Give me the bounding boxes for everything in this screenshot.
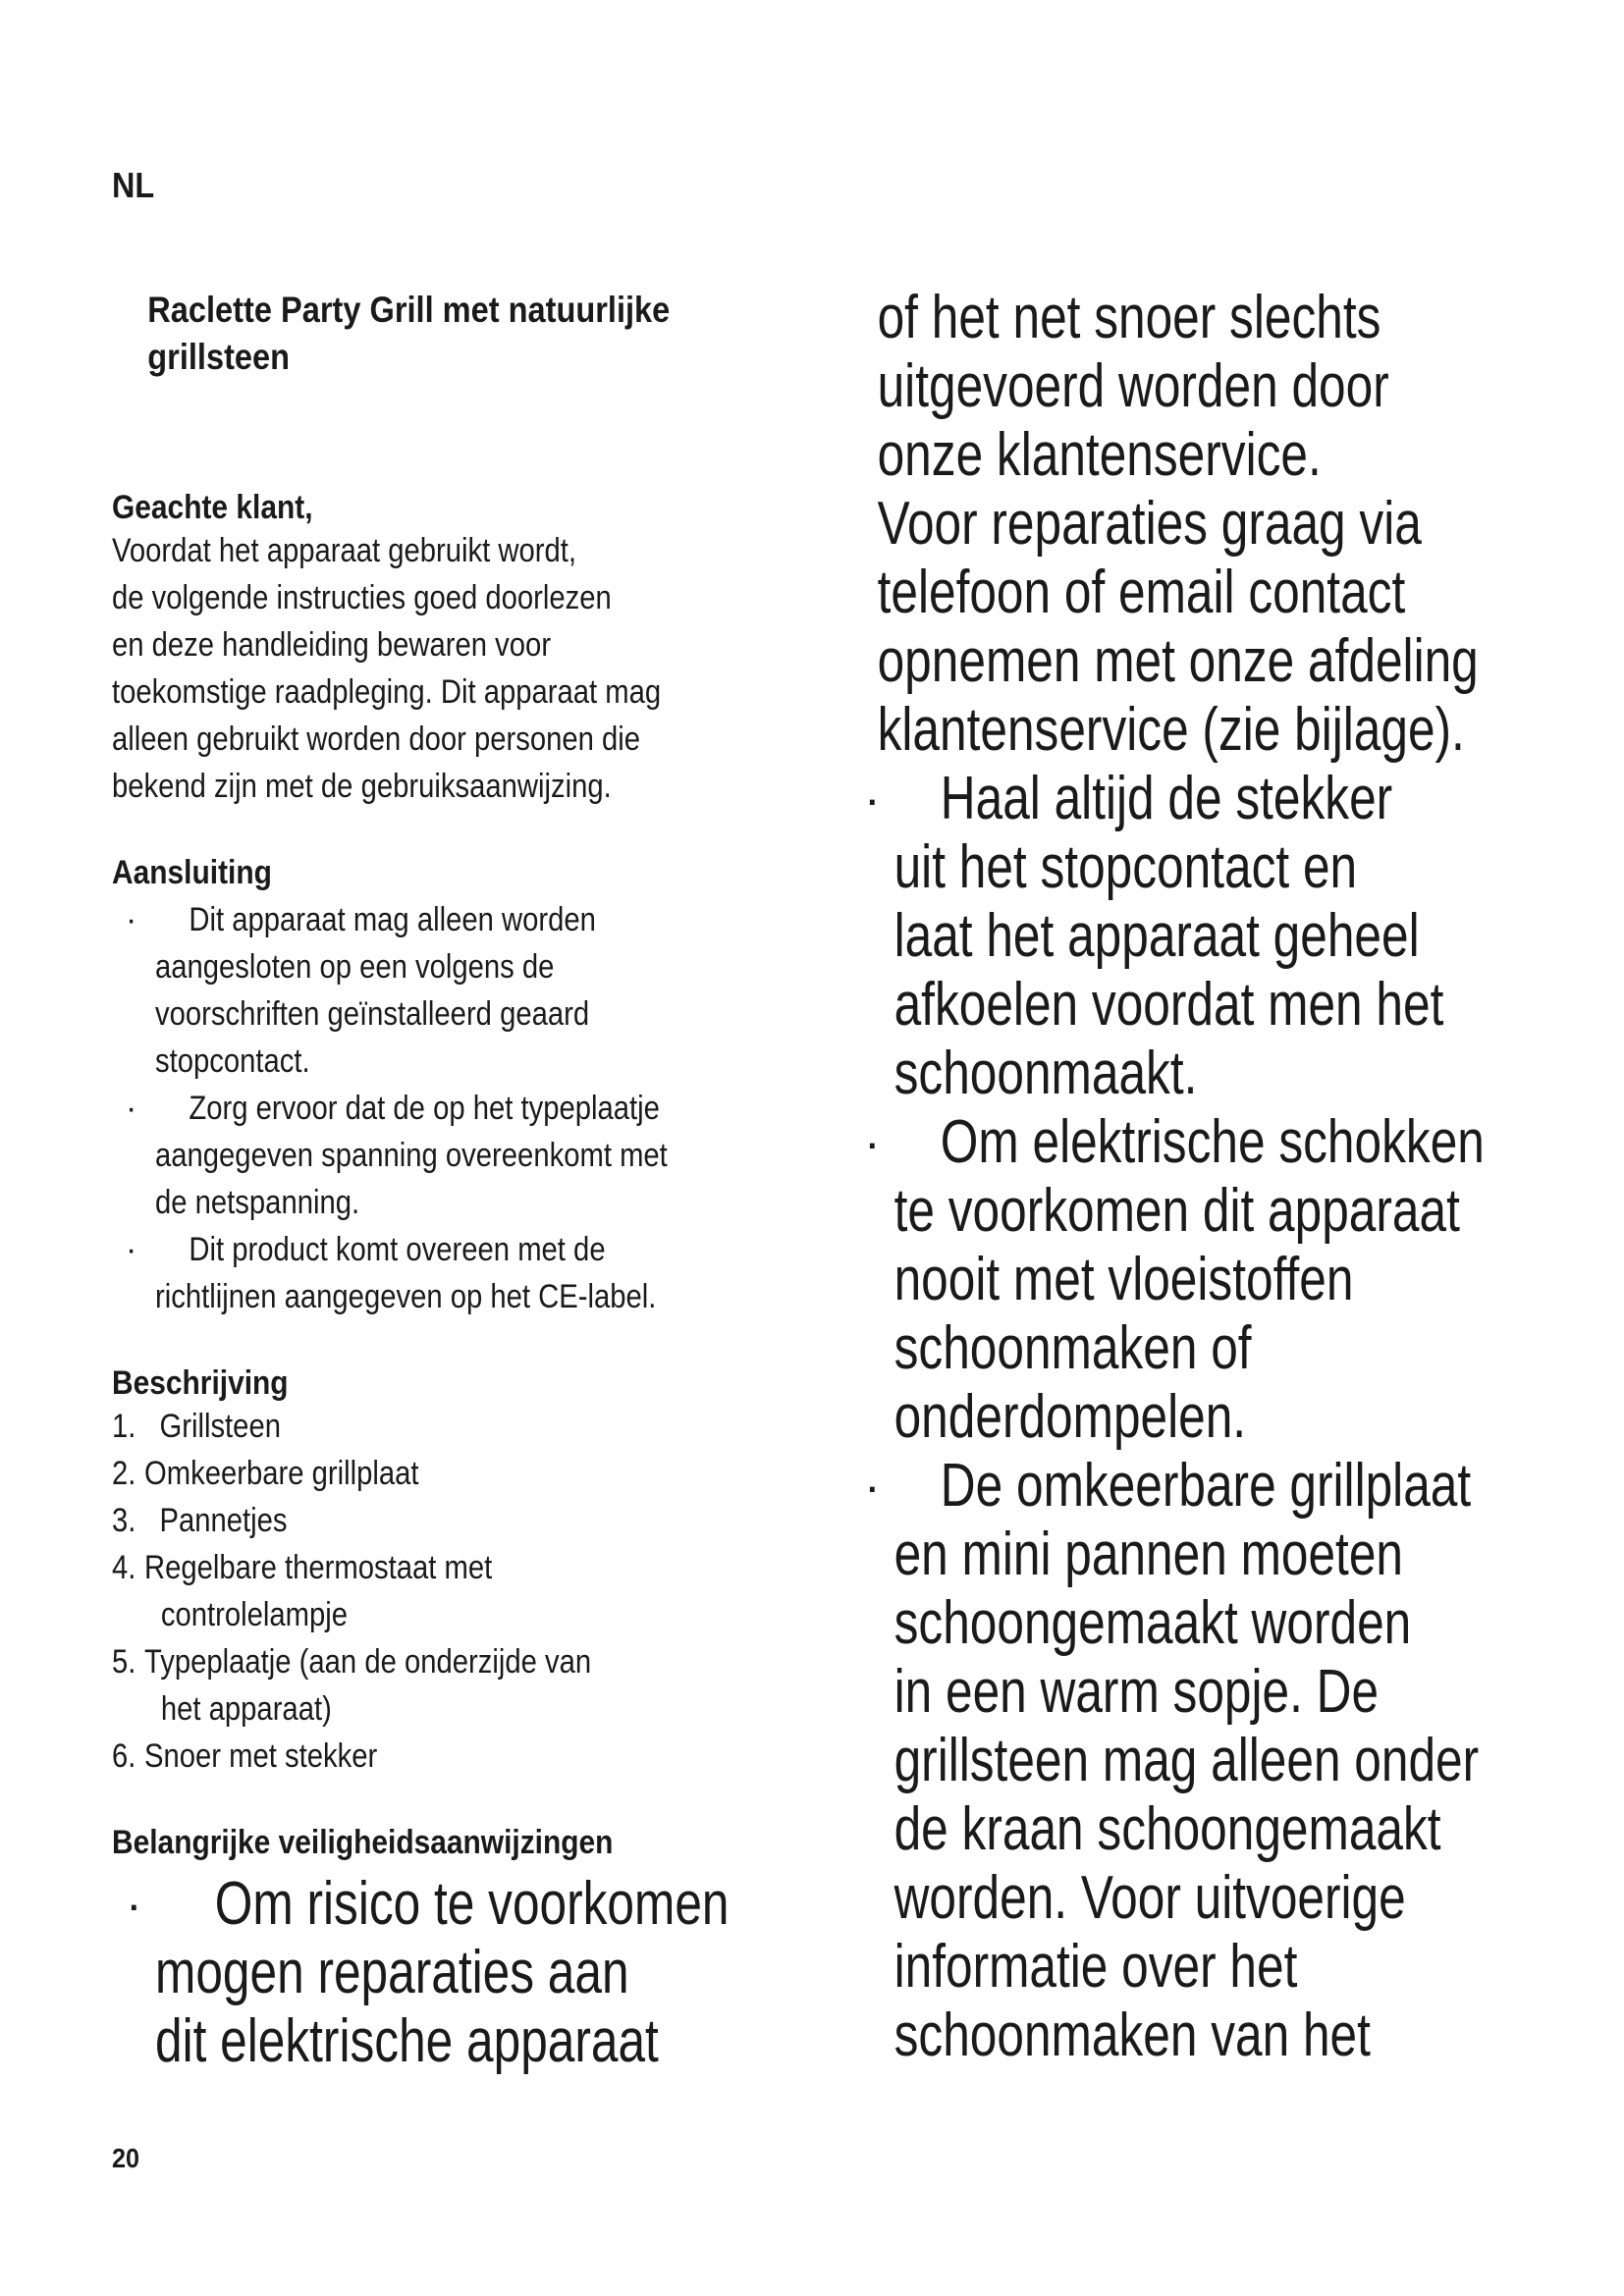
safety-line: mogen reparaties aan [155, 1939, 629, 2006]
safety-line: schoonmaken van het [893, 2002, 1371, 2069]
safety-bullet [864, 765, 1532, 1108]
bullet-mark: · [126, 1231, 137, 1268]
aansluiting-section [112, 849, 858, 1320]
beschrijving-heading: Beschrijving [112, 1364, 289, 1402]
greeting-line: alleen gebruikt worden door personen die [112, 721, 641, 758]
list-item [112, 1497, 754, 1544]
safety-line: of het net snoer slechts [877, 284, 1381, 351]
safety-line: worden. Voor uitvoerige [893, 1864, 1406, 1932]
safety-line: schoonmaakt. [893, 1040, 1198, 1107]
safety-bullet [864, 1452, 1532, 2070]
bullet-mark: · [126, 1877, 142, 1932]
bullet-line: aangesloten op een volgens de [155, 948, 555, 986]
list-item [112, 1733, 754, 1780]
safety-line: onze klantenservice. [877, 421, 1322, 489]
bullet-line: voorschriften geïnstalleerd geaard [155, 995, 590, 1033]
bullet-mark: · [864, 1115, 881, 1170]
aansluiting-bullet [112, 1226, 858, 1320]
list-text: Grillsteen [159, 1408, 281, 1445]
safety-line: te voorkomen dit apparaat [893, 1177, 1460, 1245]
safety-line: en mini pannen moeten [893, 1521, 1404, 1588]
safety-line: informatie over het [893, 1933, 1298, 2001]
safety-line: De omkeerbare grillplaat [940, 1452, 1472, 1520]
safety-line: Om risico te voorkomen [214, 1870, 730, 1938]
safety-line: de kraan schoongemaakt [893, 1795, 1441, 1863]
safety-line: Haal altijd de stekker [940, 765, 1393, 832]
safety-line: in een warm sopje. De [893, 1658, 1380, 1726]
aansluiting-heading: Aansluiting [112, 854, 272, 891]
list-number: 6. [112, 1737, 136, 1775]
safety-line: schoongemaakt worden [893, 1589, 1412, 1657]
safety-line: grillsteen mag alleen onder [893, 1727, 1480, 1794]
safety-line: opnemen met onze afdeling [877, 627, 1479, 695]
greeting-line: Voordat het apparaat gebruikt wordt, [112, 532, 577, 569]
safety-line: Om elektrische schokken [940, 1108, 1485, 1176]
list-number: 4. [112, 1549, 136, 1586]
bullet-mark: · [126, 1090, 137, 1127]
list-text: Regelbare thermostaat met [143, 1549, 493, 1586]
beschrijving-section [112, 1360, 858, 1780]
safety-line: uitgevoerd worden door [877, 352, 1389, 420]
safety-line: afkoelen voordat men het [893, 971, 1444, 1039]
title-line: Raclette Party Grill met natuurlijke [147, 290, 671, 330]
aansluiting-bullet [112, 896, 858, 1085]
title-line: grillsteen [147, 337, 291, 377]
bullet-mark: · [126, 901, 137, 938]
safety-line: uit het stopcontact en [893, 833, 1358, 901]
list-number: 2. [112, 1455, 136, 1492]
list-text: het apparaat) [160, 1690, 332, 1728]
bullet-mark: · [864, 772, 881, 827]
aansluiting-bullet [112, 1085, 858, 1226]
greeting-heading: Geachte klant, [112, 489, 313, 526]
safety-bullet [112, 1870, 858, 2076]
language-code: NL [112, 165, 155, 205]
bullet-line: aangegeven spanning overeenkomt met [155, 1137, 668, 1174]
list-number: 1. [112, 1408, 136, 1445]
list-text: controlelampje [160, 1596, 349, 1633]
bullet-line: richtlijnen aangegeven op het CE-label. [155, 1278, 657, 1315]
safety-line: nooit met vloeistoffen [893, 1246, 1354, 1313]
continuation-text [864, 284, 1532, 765]
safety-line: telefoon of email contact [877, 559, 1406, 626]
veiligheid-section [112, 1819, 858, 2076]
veiligheid-heading: Belangrijke veiligheidsaanwijzingen [112, 1824, 614, 1861]
list-text: Pannetjes [159, 1502, 288, 1539]
list-item [112, 1403, 754, 1450]
list-item [112, 1638, 858, 1733]
safety-bullet [864, 1108, 1532, 1452]
list-number: 3. [112, 1502, 136, 1539]
safety-line: klantenservice (zie bijlage). [877, 696, 1465, 764]
bullet-line: Dit product komt overeen met de [189, 1231, 606, 1268]
document-title [147, 287, 670, 381]
greeting-line: en deze handleiding bewaren voor [112, 626, 552, 664]
bullet-line: Zorg ervoor dat de op het typeplaatje [189, 1090, 660, 1127]
list-text: Typeplaatje (aan de onderzijde van [143, 1643, 592, 1681]
greeting-line: toekomstige raadpleging. Dit apparaat mag [112, 673, 662, 711]
bullet-mark: · [864, 1459, 881, 1514]
list-number: 5. [112, 1643, 136, 1681]
list-text: Snoer met stekker [143, 1737, 378, 1775]
list-item [112, 1450, 754, 1497]
page-number: 20 [112, 2143, 140, 2173]
greeting-section [112, 484, 858, 810]
safety-line: schoonmaken of [893, 1314, 1252, 1382]
bullet-line: stopcontact. [155, 1042, 310, 1080]
greeting-line: bekend zijn met de gebruiksaanwijzing. [112, 768, 612, 805]
left-column [112, 484, 858, 2076]
safety-line: onderdompelen. [893, 1383, 1247, 1451]
list-text: Omkeerbare grillplaat [143, 1455, 419, 1492]
safety-line: dit elektrische apparaat [155, 2007, 659, 2075]
safety-line: laat het apparaat geheel [893, 902, 1420, 970]
right-column [864, 284, 1532, 2070]
greeting-line: de volgende instructies goed doorlezen [112, 579, 612, 616]
safety-line: Voor reparaties graag via [877, 490, 1422, 558]
bullet-line: Dit apparaat mag alleen worden [189, 901, 596, 938]
bullet-line: de netspanning. [155, 1184, 360, 1221]
list-item [112, 1544, 858, 1638]
